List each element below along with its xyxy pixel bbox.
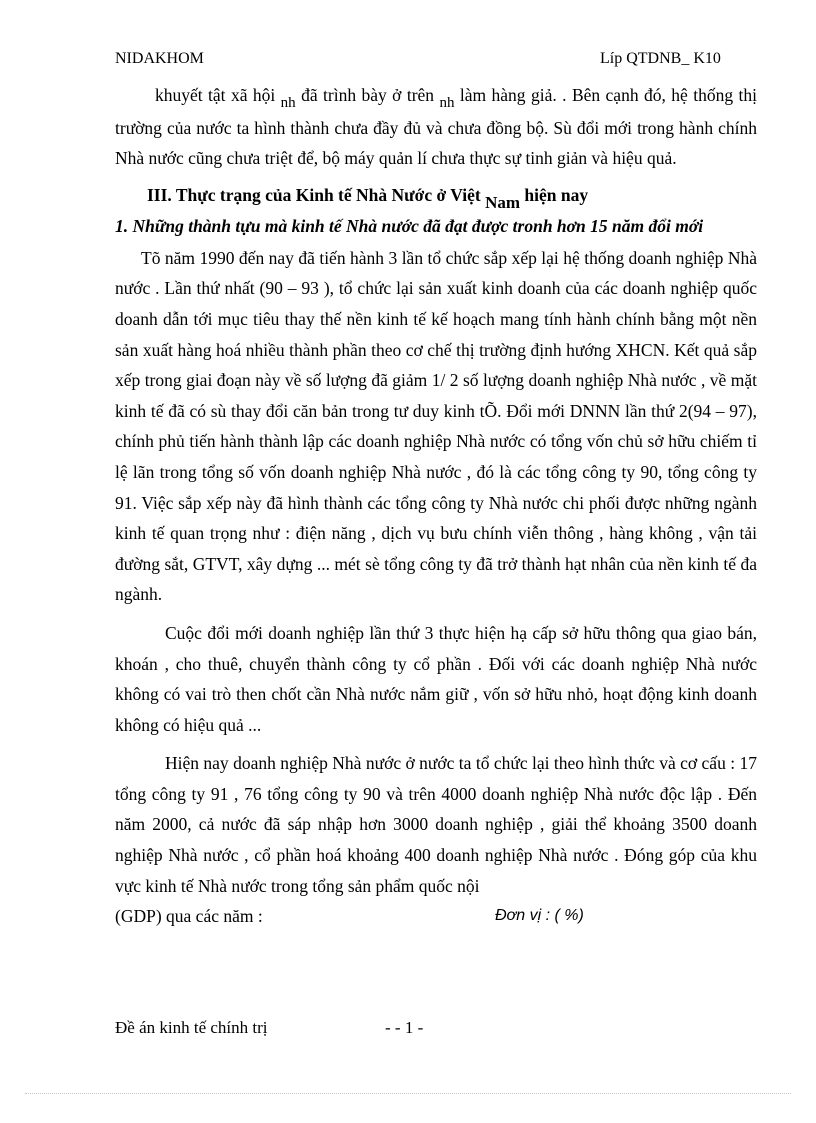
document-body (115, 80, 757, 932)
paragraph-intro: khuyết tật xã hội nh đã trình bày ở trên nh làm hàng giả. . Bên cạnh đó, hệ thống thị trường của nước ta hình thành chưa đầy đủ và chưa đồng bộ. Sù đổi mới trong hành chính Nhà nước cũng chưa triệt để, bộ máy quản lí chưa thực sự tinh giản và hiệu quả. (115, 85, 757, 169)
page-bottom-divider (25, 1093, 791, 1094)
unit-label: Đơn vị : ( %) (495, 907, 584, 925)
footer-title: Đề án kinh tế chính trị (115, 1018, 268, 1037)
section-heading: III. Thực trạng của Kinh tế Nhà Nước ở Việt Nam hiện nay (147, 184, 589, 212)
header-left: NIDAKHOM (115, 50, 204, 67)
paragraph-gdp-line: (GDP) qua các năm : Đơn vị : ( %) (115, 901, 757, 932)
page-footer (115, 1018, 424, 1038)
page-number: - - 1 - (385, 1018, 424, 1037)
subsection-heading: 1. Những thành tựu mà kinh tế Nhà nước đã đạt được tronh hơn 15 năm đổi mới (115, 215, 704, 236)
paragraph-third-reform: Cuộc đổi mới doanh nghiệp lần thứ 3 thực hiện hạ cấp sở hữu thông qua giao bán, khoán , cho thuê, chuyển thành công ty cổ phần . Đối với các doanh nghiệp Nhà nước không có vai trò then chốt cần Nhà nước nắm giữ , vốn sở hữu nhỏ, hoạt động kinh doanh không có hiệu quả ... (115, 622, 757, 735)
paragraph-reforms: Tõ năm 1990 đến nay đã tiến hành 3 lần tổ chức sắp xếp lại hệ thống doanh nghiệp Nhà nước . Lần thứ nhất (90 – 93 ), tổ chức lại sản xuất kinh doanh của các doanh nghiệp quốc doanh dẫn tới mục tiêu thay thế nền kinh tế kế hoạch mang tính hành chính bằng một nền sản xuất hàng hoá nhiều thành phần theo cơ chế thị trường định hướng XHCN. Kết quả sắp xếp trong giai đoạn này về số lượng đã giảm 1/ 2 số lượng doanh nghiệp Nhà nước , về mặt kinh tế đã có sù thay đổi căn bản trong tư duy kinh tÕ. Đổi mới DNNN lần thứ 2(94 – 97), chính phủ tiến hành thành lập các doanh nghiệp Nhà nước có tổng vốn chủ sở hữu chiếm tỉ lệ lãn trong tổng số vốn doanh nghiệp Nhà nước , đó là các tổng công ty 90, tổng công ty 91. Việc sắp xếp này đã hình thành các tổng công ty Nhà nước chi phối được những ngành kinh tế quan trọng như : điện năng , dịch vụ bưu chính viễn thông , hàng không , vận tải đường sắt, GTVT, xây dựng ... mét sè tổng công ty đã trở thành hạt nhân của nền kinh tế đa ngành. (115, 247, 757, 605)
header-right: Líp QTDNB_ K10 (600, 50, 721, 67)
paragraph-current-state: Hiện nay doanh nghiệp Nhà nước ở nước ta tổ chức lại theo hình thức và cơ cấu : 17 tổng công ty 91 , 76 tổng công ty 90 và trên 4000 doanh nghiệp Nhà nước độc lập . Đến năm 2000, cả nước đã sáp nhập hơn 3000 doanh nghiệp , giải thể khoảng 3500 doanh nghiệp Nhà nước , cổ phần hoá khoảng 400 doanh nghiệp Nhà nước . Đóng góp của khu vực kinh tế Nhà nước trong tổng sản phẩm quốc nội (115, 753, 757, 896)
